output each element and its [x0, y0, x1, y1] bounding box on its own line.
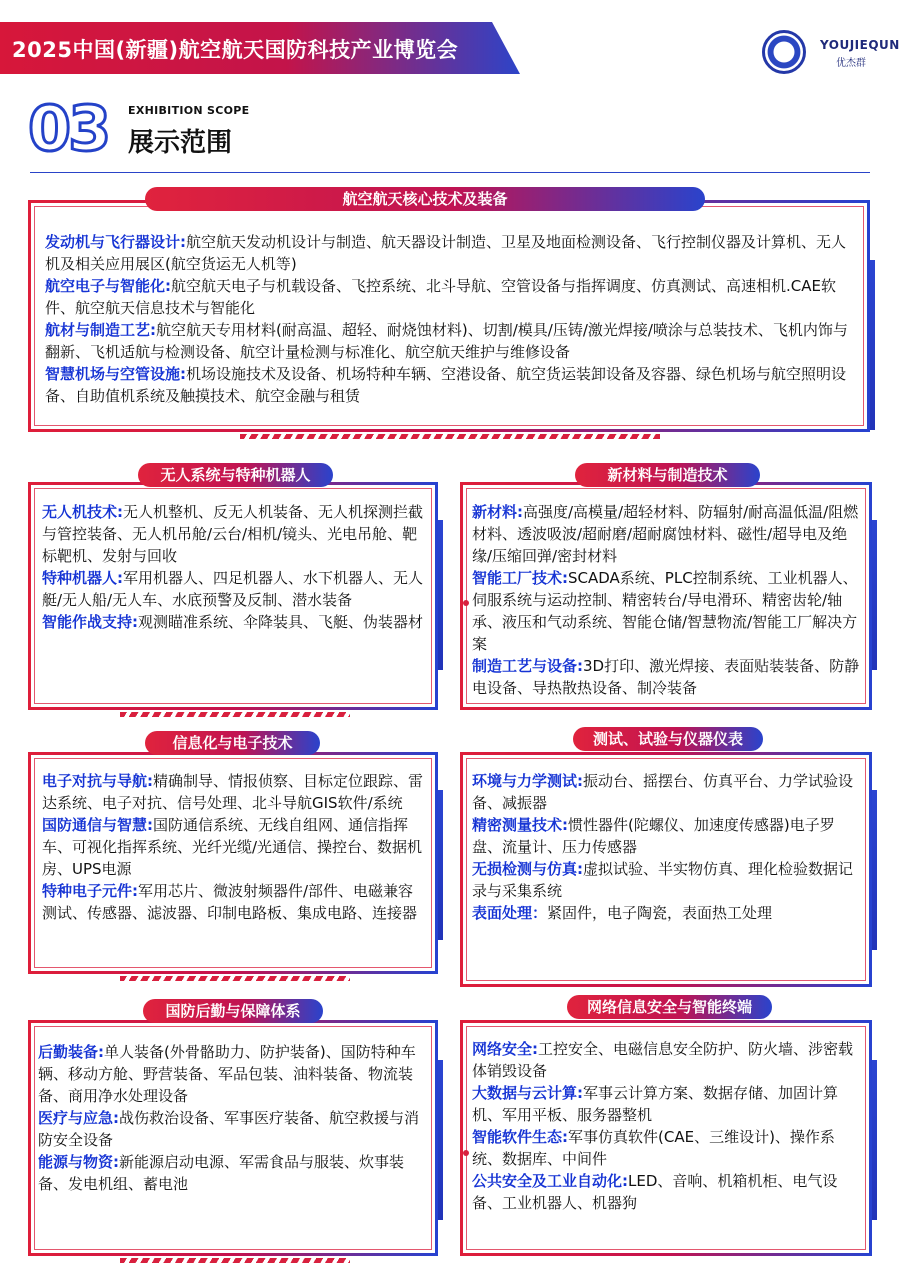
panel-dot	[463, 600, 469, 606]
item-label: 航材与制造工艺:	[45, 321, 156, 339]
section-number: 03	[28, 92, 109, 165]
scope-item	[45, 319, 855, 363]
panel-accent	[120, 1258, 350, 1263]
scope-item	[472, 501, 860, 567]
item-text: 机场设施技术及设备、机场特种车辆、空港设备、航空货运装卸设备及容器、绿色机场与航空照明设备、自助值机系统及触摸技术、航空金融与租赁	[45, 365, 847, 405]
item-text: 惯性器件(陀螺仪、加速度传感器)电子罗盘、流量计、压力传感器	[472, 816, 835, 856]
item-text: 新能源启动电源、军需食品与服装、炊事装备、发电机组、蓄电池	[38, 1153, 405, 1193]
expo-emblem-icon	[762, 30, 806, 74]
scope-item	[472, 567, 860, 655]
scope-item	[38, 1041, 428, 1107]
panel-content	[45, 231, 855, 407]
item-text: 军用机器人、四足机器人、水下机器人、无人艇/无人船/无人车、水底预警及反制、潜水装备	[42, 569, 424, 609]
panel-content	[472, 770, 860, 924]
scope-item	[472, 1170, 860, 1214]
scope-item	[38, 1151, 428, 1195]
item-label: 特种电子元件:	[42, 882, 138, 900]
item-label: 网络安全:	[472, 1040, 538, 1058]
panel-title: 网络信息安全与智能终端	[567, 995, 772, 1019]
panel-content	[472, 501, 860, 699]
panel-title: 测试、试验与仪器仪表	[573, 727, 763, 751]
scope-item	[45, 363, 855, 407]
item-label: 无损检测与仿真:	[472, 860, 583, 878]
scope-item	[472, 902, 860, 924]
panel-title: 国防后勤与保障体系	[143, 999, 323, 1023]
panel-content	[472, 1038, 860, 1214]
panel-content	[42, 770, 427, 924]
panel-accent	[870, 260, 875, 430]
panel-title: 新材料与制造技术	[575, 463, 760, 487]
top-banner	[0, 0, 900, 75]
item-text: 振动台、摇摆台、仿真平台、力学试验设备、减振器	[472, 772, 854, 812]
item-text: LED、音响、机箱机柜、电气设备、工业机器人、机器狗	[472, 1172, 838, 1212]
panel-accent	[120, 712, 350, 717]
heading-divider	[30, 172, 870, 173]
item-text: 紧固件，电子陶瓷，表面热工处理	[547, 904, 773, 922]
item-label: 后勤装备:	[38, 1043, 104, 1061]
item-text: 高强度/高模量/超轻材料、防辐射/耐高温低温/阻燃材料、透波吸波/超耐磨/超耐腐蚀材料、磁性/超导电及绝缘/压缩回弹/密封材料	[472, 503, 859, 565]
item-text: 工控安全、电磁信息安全防护、防火墙、涉密载体销毁设备	[472, 1040, 854, 1080]
item-label: 医疗与应急:	[38, 1109, 119, 1127]
item-label: 制造工艺与设备:	[472, 657, 583, 675]
scope-item	[42, 567, 427, 611]
scope-item	[42, 611, 427, 633]
expo-title: 2025中国(新疆)航空航天国防科技产业博览会	[12, 38, 459, 62]
scope-item	[45, 231, 855, 275]
panel-accent	[438, 1060, 443, 1220]
item-text: 精确制导、情报侦察、目标定位跟踪、雷达系统、电子对抗、信号处理、北斗导航GIS软件/系统	[42, 772, 424, 812]
item-label: 智慧机场与空管设施:	[45, 365, 186, 383]
item-text: 国防通信系统、无线自组网、通信指挥车、可视化指挥系统、光纤光缆/光通信、操控台、数据机房、UPS电源	[42, 816, 423, 878]
panel-accent	[438, 520, 443, 670]
panel-title: 信息化与电子技术	[145, 731, 320, 755]
item-label: 表面处理：	[472, 904, 548, 922]
panel-dot	[463, 1150, 469, 1156]
section-title-en: EXHIBITION SCOPE	[128, 104, 250, 117]
item-label: 无人机技术:	[42, 503, 123, 521]
item-label: 特种机器人:	[42, 569, 123, 587]
item-label: 发动机与飞行器设计:	[45, 233, 186, 251]
scope-item	[472, 1082, 860, 1126]
scope-item	[38, 1107, 428, 1151]
item-label: 智能软件生态:	[472, 1128, 568, 1146]
item-label: 电子对抗与导航:	[42, 772, 153, 790]
item-label: 环境与力学测试:	[472, 772, 583, 790]
item-text: 观测瞄准系统、伞降装具、飞艇、伪装器材	[138, 613, 424, 631]
scope-item	[42, 501, 427, 567]
item-label: 大数据与云计算:	[472, 1084, 583, 1102]
panel-accent	[872, 790, 877, 950]
item-label: 航空电子与智能化:	[45, 277, 171, 295]
panel-accent	[872, 520, 877, 670]
item-label: 国防通信与智慧:	[42, 816, 153, 834]
panel-title: 航空航天核心技术及装备	[145, 187, 705, 211]
panel-accent	[240, 434, 660, 439]
item-text: 航空航天专用材料(耐高温、超轻、耐烧蚀材料)、切割/模具/压铸/激光焊接/喷涂与总装技术、飞机内饰与翻新、飞机适航与检测设备、航空计量检测与标准化、航空航天维护与维修设备	[45, 321, 848, 361]
panel-accent	[120, 976, 350, 981]
scope-item	[42, 814, 427, 880]
panel-accent	[438, 790, 443, 940]
scope-item	[472, 655, 860, 699]
brand-logo-text: YOUJIEQUN	[820, 38, 900, 52]
item-text: SCADA系统、PLC控制系统、工业机器人、伺服系统与运动控制、精密转台/导电滑环、精密齿轮/轴承、液压和气动系统、智能仓储/智慧物流/智能工厂解决方案	[472, 569, 858, 653]
panel-title: 无人系统与特种机器人	[138, 463, 333, 487]
item-text: 军事仿真软件(CAE、三维设计)、操作系统、数据库、中间件	[472, 1128, 835, 1168]
item-text: 军事云计算方案、数据存储、加固计算机、军用平板、服务器整机	[472, 1084, 839, 1124]
item-text: 军用芯片、微波射频器件/部件、电磁兼容测试、传感器、滤波器、印制电路板、集成电路、连接器	[42, 882, 418, 922]
brand-logo-sub: 优杰群	[836, 58, 866, 69]
scope-item	[472, 1126, 860, 1170]
item-label: 公共安全及工业自动化:	[472, 1172, 628, 1190]
scope-item	[472, 770, 860, 814]
panel-content	[42, 501, 427, 633]
scope-item	[42, 880, 427, 924]
item-text: 航空航天电子与机载设备、飞控系统、北斗导航、空管设备与指挥调度、仿真测试、高速相机.CAE软件、航空航天信息技术与智能化	[45, 277, 836, 317]
scope-item	[472, 858, 860, 902]
item-label: 能源与物资:	[38, 1153, 119, 1171]
scope-item	[45, 275, 855, 319]
item-label: 智能作战支持:	[42, 613, 138, 631]
item-label: 精密测量技术:	[472, 816, 568, 834]
item-text: 战伤救治设备、军事医疗装备、航空救援与消防安全设备	[38, 1109, 420, 1149]
item-text: 3D打印、激光焊接、表面贴装装备、防静电设备、导热散热设备、制冷装备	[472, 657, 860, 697]
scope-item	[472, 1038, 860, 1082]
scope-item	[472, 814, 860, 858]
item-text: 无人机整机、反无人机装备、无人机探测拦截与管控装备、无人机吊舱/云台/相机/镜头、光电吊舱、靶标靶机、发射与回收	[42, 503, 424, 565]
panel-accent	[872, 1060, 877, 1220]
panel-content	[38, 1041, 428, 1195]
item-text: 虚拟试验、半实物仿真、理化检验数据记录与采集系统	[472, 860, 854, 900]
item-label: 新材料:	[472, 503, 523, 521]
item-label: 智能工厂技术:	[472, 569, 568, 587]
scope-item	[42, 770, 427, 814]
item-text: 航空航天发动机设计与制造、航天器设计制造、卫星及地面检测设备、飞行控制仪器及计算机、无人机及相关应用展区(航空货运无人机等)	[45, 233, 847, 273]
section-title-cn: 展示范围	[128, 128, 233, 158]
item-text: 单人装备(外骨骼助力、防护装备)、国防特种车辆、移动方舱、野营装备、军品包装、油料装备、物流装备、商用净水处理设备	[38, 1043, 416, 1105]
